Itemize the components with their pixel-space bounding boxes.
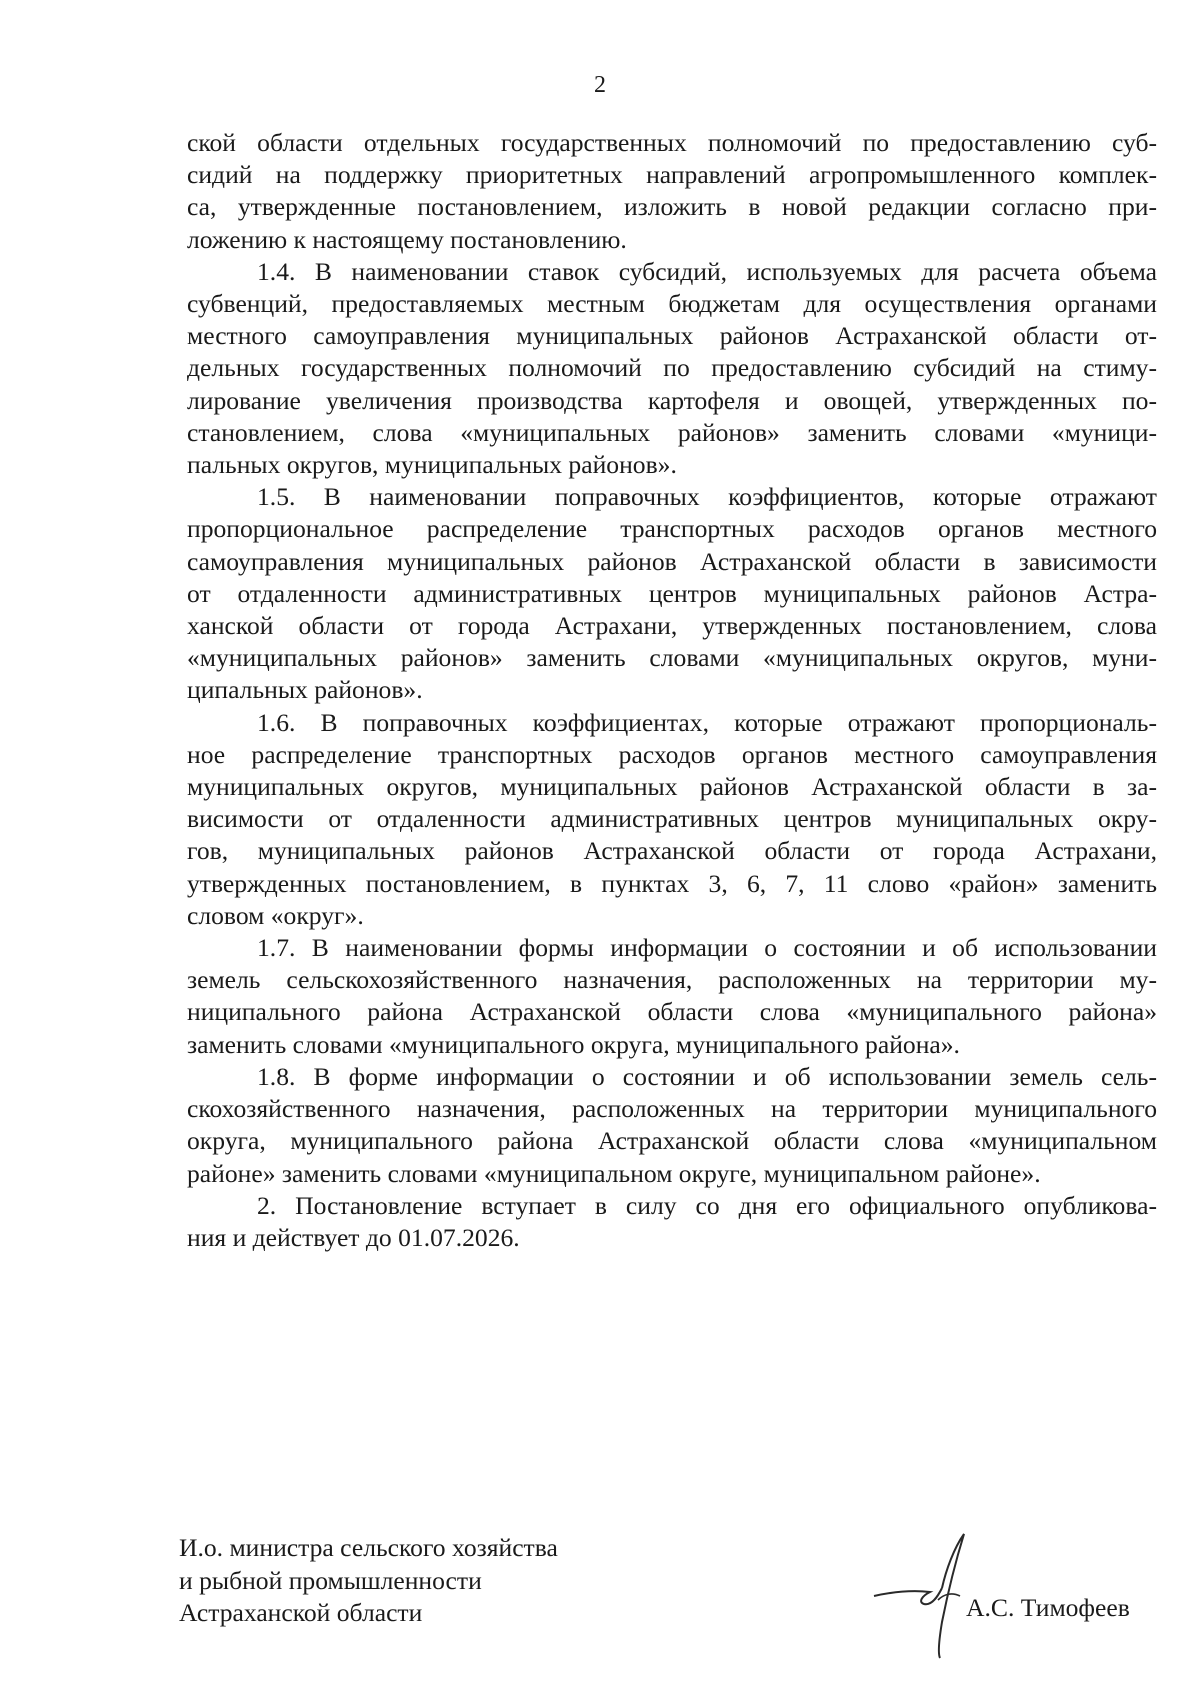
paragraph-line: ханской области от города Астрахани, утвержденных постановлением, слова <box>187 611 1157 641</box>
paragraph-first-line: 1.4. В наименовании ставок субсидий, используемых для расчета объема <box>257 256 1157 286</box>
paragraph-first-line: 1.5. В наименовании поправочных коэффициентов, которые отражают <box>257 482 1157 512</box>
paragraph-line: районе» заменить словами «муниципальном округе, муниципальном районе». <box>187 1158 1041 1188</box>
paragraph-line: ципальных районов». <box>187 675 423 705</box>
signatory-name: А.С. Тимофеев <box>966 1593 1130 1622</box>
signatory-position-line: Астраханской области <box>179 1598 423 1627</box>
paragraph-line: пропорциональное распределение транспортных расходов органов местного <box>187 514 1157 544</box>
paragraph-line: лирование увеличения производства картофеля и овощей, утвержденных по- <box>187 385 1157 415</box>
paragraph-line: муниципальных округов, муниципальных районов Астраханской области в за- <box>187 772 1157 802</box>
paragraph-line: местного самоуправления муниципальных районов Астраханской области от- <box>187 321 1157 351</box>
paragraph-line: са, утвержденные постановлением, изложить в новой редакции согласно при- <box>187 192 1157 222</box>
paragraph-line: ниципального района Астраханской области слова «муниципального района» <box>187 997 1157 1027</box>
paragraph-line: пальных округов, муниципальных районов». <box>187 450 677 480</box>
document-body <box>187 127 1157 1254</box>
signatory-position-line: и рыбной промышленности <box>179 1565 482 1595</box>
paragraph-line: гов, муниципальных районов Астраханской области от города Астрахани, <box>187 836 1157 866</box>
paragraph-line: земель сельскохозяйственного назначения, расположенных на территории му- <box>187 965 1157 995</box>
paragraph-first-line: 2. Постановление вступает в силу со дня его официального опубликова- <box>257 1190 1157 1220</box>
paragraph-line: сидий на поддержку приоритетных направлений агропромышленного комплек- <box>187 160 1157 190</box>
paragraph-line: ное распределение транспортных расходов органов местного самоуправления <box>187 739 1157 769</box>
paragraph-line: округа, муниципального района Астраханской области слова «муниципальном <box>187 1126 1157 1156</box>
paragraph-line: скохозяйственного назначения, расположенных на территории муниципального <box>187 1094 1157 1124</box>
paragraph-line: словом «округ». <box>187 900 364 930</box>
paragraph-line: дельных государственных полномочий по предоставлению субсидий на стиму- <box>187 353 1157 383</box>
paragraph-line: ния и действует до 01.07.2026. <box>187 1222 520 1252</box>
paragraph-first-line: 1.7. В наименовании формы информации о состоянии и об использовании <box>257 933 1157 963</box>
paragraph-line: от отдаленности административных центров муниципальных районов Астра- <box>187 578 1157 608</box>
paragraph-line: становлением, слова «муниципальных районов» заменить словами «муници- <box>187 417 1157 447</box>
paragraph-line: «муниципальных районов» заменить словами «муниципальных округов, муни- <box>187 643 1157 673</box>
paragraph-line: висимости от отдаленности административных центров муниципальных окру- <box>187 804 1157 834</box>
paragraph-first-line: 1.6. В поправочных коэффициентах, которые отражают пропорциональ- <box>257 707 1157 737</box>
signatory-position <box>179 1532 558 1630</box>
paragraph-line: самоуправления муниципальных районов Астраханской области в зависимости <box>187 546 1157 576</box>
paragraph-line: ской области отдельных государственных полномочий по предоставлению суб- <box>187 128 1157 157</box>
page-number: 2 <box>594 72 606 98</box>
paragraph-line: заменить словами «муниципального округа, муниципального района». <box>187 1029 960 1059</box>
paragraph-line: утвержденных постановлением, в пунктах 3, 6, 7, 11 слово «район» заменить <box>187 868 1157 898</box>
paragraph-line: ложению к настоящему постановлению. <box>187 224 627 254</box>
signatory-position-line: И.о. министра сельского хозяйства <box>179 1533 558 1562</box>
paragraph-line: субвенций, предоставляемых местным бюджетам для осуществления органами <box>187 289 1157 319</box>
paragraph-first-line: 1.8. В форме информации о состоянии и об использовании земель сель- <box>257 1061 1157 1091</box>
